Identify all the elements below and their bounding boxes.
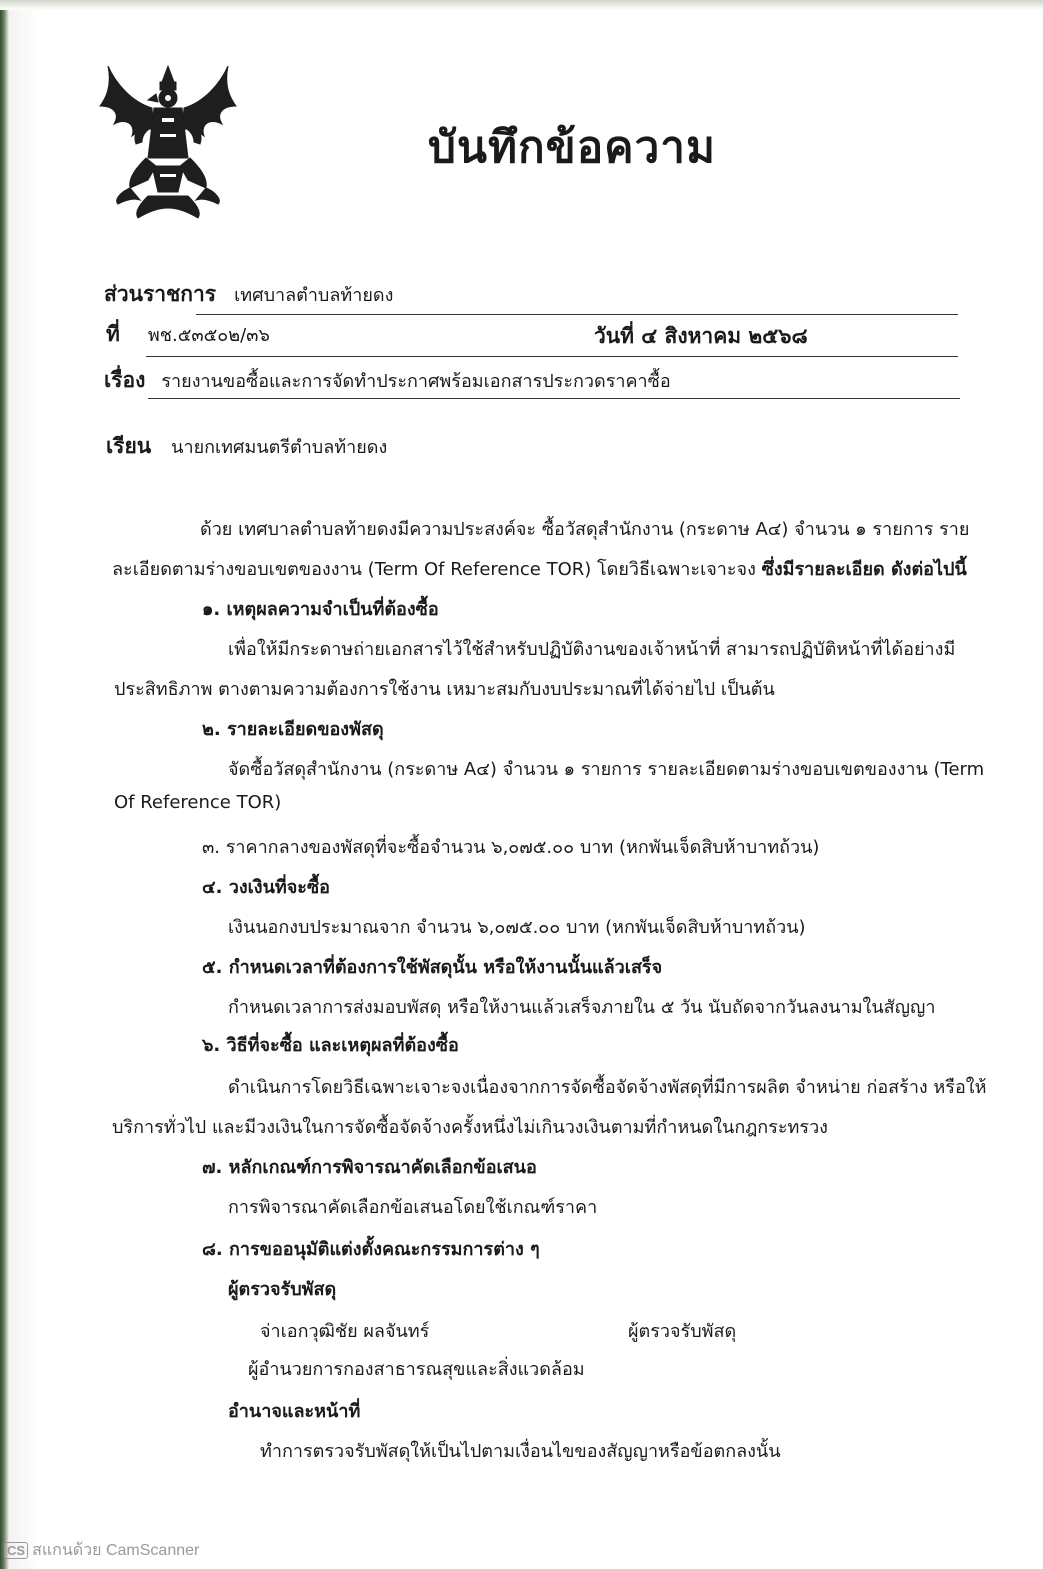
section-5-line: กำหนดเวลาการส่งมอบพัสดุ หรือให้งานแล้วเสร็จภายใน ๕ วัน นับถัดจากวันลงนามในสัญญา <box>228 997 936 1018</box>
garuda-emblem-icon <box>96 62 241 220</box>
section-6-line-1: ดำเนินการโดยวิธีเฉพาะเจาะจงเนื่องจากการจัดซื้อจัดจ้างพัสดุที่มีการผลิต จำหน่าย ก่อสร้าง หรือให้ <box>228 1077 987 1098</box>
intro-line-2-bold: ซึ่งมีรายละเอียด ดังต่อไปนี้ <box>761 559 967 580</box>
section-2-line-1: จัดซื้อวัสดุสำนักงาน (กระดาษ A๔) จำนวน ๑ รายการ รายละเอียดตามร่างขอบเขตของงาน (Term <box>228 759 985 780</box>
section-7-line: การพิจารณาคัดเลือกข้อเสนอโดยใช้เกณฑ์ราคา <box>228 1197 598 1218</box>
section-2-line-2: Of Reference TOR) <box>114 792 282 813</box>
to-field <box>106 430 387 463</box>
intro-line-1: ด้วย เทศบาลตำบลท้ายดงมีความประสงค์จะ ซื้อวัสดุสำนักงาน (กระดาษ A๔) จำนวน ๑ รายการ ราย <box>200 519 970 540</box>
intro-line-2-text: ละเอียดตามร่างขอบเขตของงาน (Term Of Reference TOR) โดยวิธีเฉพาะเจาะจง <box>112 559 756 580</box>
section-4-heading: ๔. วงเงินที่จะซื้อ <box>202 877 330 898</box>
subject-label: เรื่อง <box>104 368 146 392</box>
section-8-subheading: ผู้ตรวจรับพัสดุ <box>228 1279 337 1300</box>
subject-field <box>104 364 671 397</box>
agency-label: ส่วนราชการ <box>104 282 217 306</box>
date-field: วันที่ ๔ สิงหาคม ๒๕๖๘ <box>594 324 808 348</box>
section-5-heading: ๕. กำหนดเวลาที่ต้องการใช้พัสดุนั้น หรือให้งานนั้นแล้วเสร็จ <box>202 957 663 978</box>
section-6-heading: ๖. วิธีที่จะซื้อ และเหตุผลที่ต้องซื้อ <box>202 1035 459 1056</box>
committee-person: จ่าเอกวุฒิชัย ผลจันทร์ <box>260 1321 430 1342</box>
subject-value: รายงานขอซื้อและการจัดทำประกาศพร้อมเอกสารประกวดราคาซื้อ <box>161 371 671 392</box>
section-1-line-1: เพื่อให้มีกระดาษถ่ายเอกสารไว้ใช้สำหรับปฏิบัติงานของเจ้าหน้าที่ สามารถปฏิบัติหน้าที่ได้อย่างมี <box>228 639 956 660</box>
agency-field <box>104 278 393 311</box>
to-value: นายกเทศมนตรีตำบลท้ายดง <box>171 437 388 458</box>
subject-underline <box>148 398 960 399</box>
scan-edge <box>0 0 1043 10</box>
to-label: เรียน <box>106 434 152 458</box>
ref-field <box>106 318 270 351</box>
ref-value: พช.๕๓๕๐๒/๓๖ <box>147 325 270 346</box>
intro-line-2 <box>112 554 967 583</box>
duty-text: ทำการตรวจรับพัสดุให้เป็นไปตามเงื่อนไขของสัญญาหรือข้อตกลงนั้น <box>260 1441 781 1462</box>
duty-heading: อำนาจและหน้าที่ <box>228 1401 361 1422</box>
section-4-line: เงินนอกงบประมาณจาก จำนวน ๖,๐๗๕.๐๐ บาท (หกพันเจ็ดสิบห้าบาทถ้วน) <box>228 917 806 938</box>
camscanner-logo-icon: CS <box>4 1542 28 1559</box>
section-2-heading: ๒. รายละเอียดของพัสดุ <box>202 719 384 740</box>
committee-position: ผู้อำนวยการกองสาธารณสุขและสิ่งแวดล้อม <box>248 1359 585 1380</box>
section-8-heading: ๘. การขออนุมัติแต่งตั้งคณะกรรมการต่าง ๆ <box>202 1239 540 1260</box>
scanner-watermark <box>4 1538 199 1563</box>
agency-underline <box>196 314 958 315</box>
ref-underline <box>146 356 958 357</box>
watermark-text: สแกนด้วย CamScanner <box>32 1542 200 1559</box>
document-title: บันทึกข้อความ <box>428 122 717 173</box>
section-1-line-2: ประสิทธิภาพ ตางตามความต้องการใช้งาน เหมาะสมกับงบประมาณที่ได้จ่ายไป เป็นต้น <box>114 679 775 700</box>
section-3-line: ๓. ราคากลางของพัสดุที่จะซื้อจำนวน ๖,๐๗๕.๐๐ บาท (หกพันเจ็ดสิบห้าบาทถ้วน) <box>202 837 820 858</box>
committee-role: ผู้ตรวจรับพัสดุ <box>628 1321 737 1342</box>
ref-label: ที่ <box>106 322 120 346</box>
agency-value: เทศบาลตำบลท้ายดง <box>234 285 394 306</box>
section-7-heading: ๗. หลักเกณฑ์การพิจารณาคัดเลือกข้อเสนอ <box>202 1157 537 1178</box>
section-6-line-2: บริการทั่วไป และมีวงเงินในการจัดซื้อจัดจ้างครั้งหนึ่งไม่เกินวงเงินตามที่กำหนดในกฎกระทรวง <box>112 1117 828 1138</box>
section-1-heading: ๑. เหตุผลความจำเป็นที่ต้องซื้อ <box>202 599 439 620</box>
